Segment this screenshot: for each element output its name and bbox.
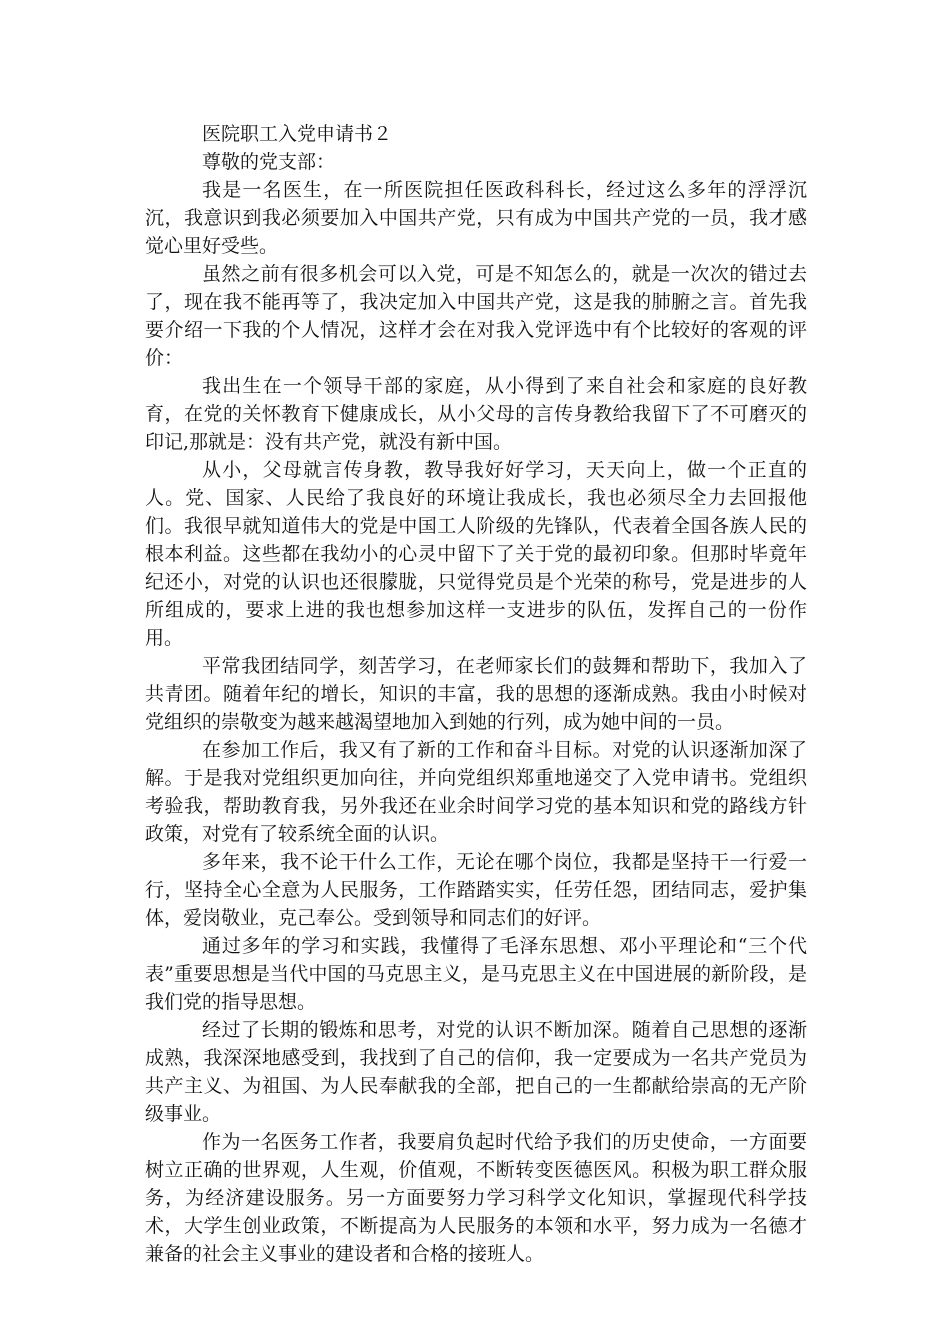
paragraph-1: 我是一名医生，在一所医院担任医政科科长，经过这么多年的浮浮沉沉，我意识到我必须要加入中国共产党，只有成为中国共产党的一员，我才感觉心里好受些。: [145, 179, 807, 257]
paragraph-3: 我出生在一个领导干部的家庭，从小得到了来自社会和家庭的良好教育，在党的关怀教育下健康成长，从小父母的言传身教给我留下了不可磨灭的印记,那就是：没有共产党，就没有新中国。: [145, 375, 807, 453]
document-title: 医院职工入党申请书２: [202, 123, 393, 145]
paragraph-8: 通过多年的学习和实践，我懂得了毛泽东思想、邓小平理论和“三个代表”重要思想是当代中国的马克思主义，是马克思主义在中国进展的新阶段，是我们党的指导思想。: [145, 935, 807, 1013]
paragraph-2: 虽然之前有很多机会可以入党，可是不知怎么的，就是一次次的错过去了，现在我不能再等了，我决定加入中国共产党，这是我的肺腑之言。首先我要介绍一下我的个人情况，这样才会在对我入党评选中有个比较好的客观的评价：: [145, 263, 807, 369]
paragraph-10: 作为一名医务工作者，我要肩负起时代给予我们的历史使命，一方面要树立正确的世界观，人生观，价值观，不断转变医德医风。积极为职工群众服务，为经济建设服务。另一方面要努力学习科学文化知识，掌握现代科学技术，大学生创业政策，不断提高为人民服务的本领和水平，努力成为一名德才兼备的社会主义事业的建设者和合格的接班人。: [145, 1131, 807, 1265]
paragraph-9: 经过了长期的锻炼和思考，对党的认识不断加深。随着自己思想的逐渐成熟，我深深地感受到，我找到了自己的信仰，我一定要成为一名共产党员为共产主义、为祖国、为人民奉献我的全部，把自己的一生都献给崇高的无产阶级事业。: [145, 1019, 807, 1125]
paragraph-6: 在参加工作后，我又有了新的工作和奋斗目标。对党的认识逐渐加深了解。于是我对党组织更加向往，并向党组织郑重地递交了入党申请书。党组织考验我，帮助教育我，另外我还在业余时间学习党的基本知识和党的路线方针政策，对党有了较系统全面的认识。: [145, 739, 807, 845]
paragraph-7: 多年来，我不论干什么工作，无论在哪个岗位，我都是坚持干一行爱一行，坚持全心全意为人民服务，工作踏踏实实，任劳任怨，团结同志，爱护集体，爱岗敬业，克己奉公。受到领导和同志们的好评。: [145, 851, 807, 929]
paragraph-5: 平常我团结同学，刻苦学习，在老师家长们的鼓舞和帮助下，我加入了共青团。随着年纪的增长，知识的丰富，我的思想的逐渐成熟。我由小时候对党组织的崇敬变为越来越渴望地加入到她的行列，成为她中间的一员。: [145, 655, 807, 733]
paragraph-4: 从小，父母就言传身教，教导我好好学习，天天向上，做一个正直的人。党、国家、人民给了我良好的环境让我成长，我也必须尽全力去回报他们。我很早就知道伟大的党是中国工人阶级的先锋队，代表着全国各族人民的根本利益。这些都在我幼小的心灵中留下了关于党的最初印象。但那时毕竟年纪还小，对党的认识也还很朦胧，只觉得党员是个光荣的称号，党是进步的人所组成的，要求上进的我也想参加这样一支进步的队伍，发挥自己的一份作用。: [145, 459, 807, 649]
salutation: 尊敬的党支部：: [202, 151, 336, 173]
document-page: [145, 120, 807, 1268]
